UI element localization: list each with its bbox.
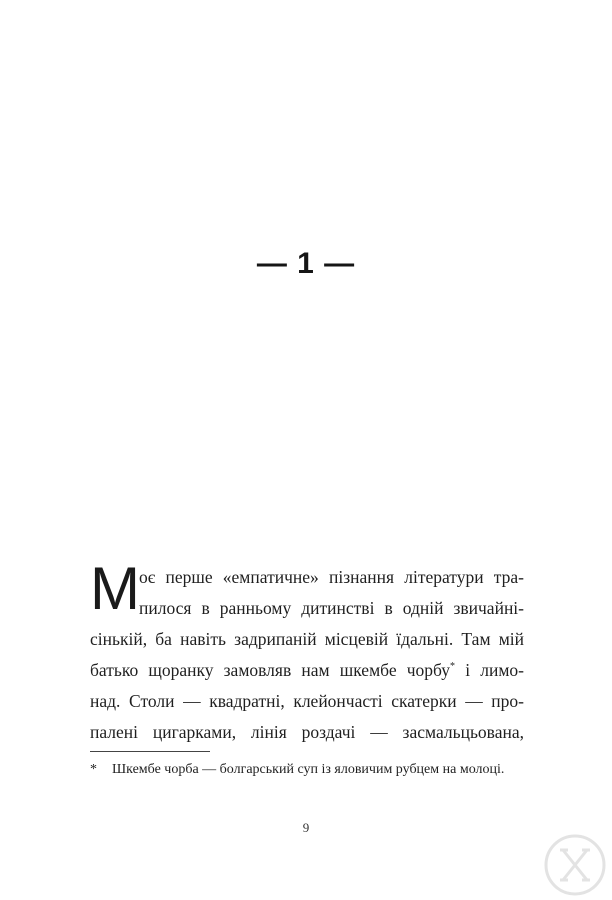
- chapter-heading: — 1 —: [256, 247, 356, 280]
- body-text: [90, 555, 524, 748]
- drop-cap: М: [90, 555, 140, 622]
- text-line-4: [90, 655, 524, 686]
- footnote: [90, 760, 530, 780]
- footnote-text: Шкембе чорба — болгарський суп із яловичим рубцем на молоці.: [112, 762, 505, 777]
- page-number: 9: [302, 820, 310, 835]
- text-line-3: сінькій, ба навіть задрипаній місцевій їдальні. Там мій: [90, 629, 524, 649]
- text-line-2: пилося в ранньому дитинстві в одній звичайні-: [139, 598, 524, 618]
- text-line-5: над. Столи — квадратні, клейончасті скатерки — про-: [90, 691, 524, 711]
- text-line-1: оє перше «емпатичне» пізнання літератури тра-: [139, 567, 524, 587]
- x-letter-watermark-icon: [543, 833, 607, 897]
- footnote-divider: [90, 751, 210, 752]
- footnote-marker: *: [90, 762, 97, 777]
- text-line-6: палені цигарками, лінія роздачі — засмальцьована,: [90, 722, 524, 742]
- footnote-reference[interactable]: *: [450, 661, 456, 673]
- watermark-letter: [560, 850, 590, 880]
- text-line-4-end: і лимо-: [455, 660, 524, 680]
- text-line-4-start: батько щоранку замовляв нам шкембе чорбу: [90, 660, 451, 680]
